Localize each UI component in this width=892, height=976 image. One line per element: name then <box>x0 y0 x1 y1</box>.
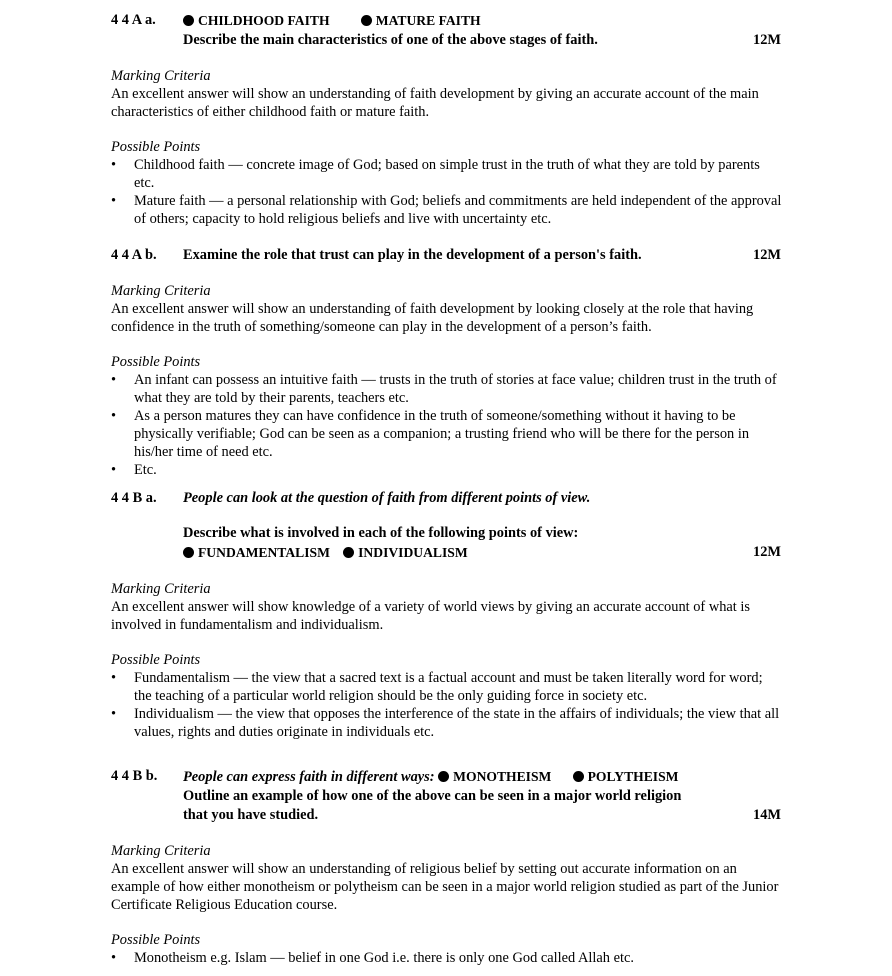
question-instruction: Examine the role that trust can play in the development of a person's faith. <box>183 247 642 263</box>
bullet-dot-icon <box>438 771 449 782</box>
question-number: 4 4 A a. <box>111 12 156 28</box>
marking-scheme-page <box>111 11 783 967</box>
marking-criteria-text: An excellent answer will show an understanding of religious belief by setting out accurate information on an example of how either monotheism or polytheism can be seen in a major world religion studied as part of the Junior Certificate Religious Education course. <box>111 861 779 913</box>
option-individualism: INDIVIDUALISM <box>358 545 468 560</box>
marking-criteria-block <box>111 282 783 336</box>
marking-criteria-block <box>111 842 783 914</box>
question-instruction: Outline an example of how one of the above can be seen in a major world religion <box>183 788 682 804</box>
possible-points-title: Possible Points <box>111 139 201 155</box>
question-instruction-cont: that you have studied. <box>183 807 319 823</box>
marking-criteria-text: An excellent answer will show knowledge of a variety of world views by giving an accurate account of what is involved in fundamentalism and individualism. <box>111 599 750 633</box>
list-item: • Monotheism e.g. Islam — belief in one God i.e. there is only one God called Allah etc. <box>111 949 783 967</box>
marking-criteria-title: Marking Criteria <box>111 283 211 299</box>
possible-points-block <box>111 138 783 228</box>
list-item: • Individualism — the view that opposes the interference of the state in the affairs of individuals; the view that all values, rights and duties originate in individuals etc. <box>111 705 783 741</box>
option-fundamentalism: FUNDAMENTALISM <box>198 545 330 560</box>
list-item: • An infant can possess an intuitive faith — trusts in the truth of stories at face value; children trust in the truth of what they are told by their parents, teachers etc. <box>111 371 783 407</box>
option-monotheism: MONOTHEISM <box>453 769 552 784</box>
marking-criteria-title: Marking Criteria <box>111 68 211 84</box>
possible-points-title: Possible Points <box>111 932 201 948</box>
marking-criteria-block <box>111 67 783 121</box>
list-item: • As a person matures they can have confidence in the truth of someone/something without it having to be physically verifiable; God can be seen as a companion; a trusting friend who will be there for the person in his/her time of need etc. <box>111 407 783 461</box>
question-44Bb-header <box>111 767 783 825</box>
bullet-dot-icon <box>361 15 372 26</box>
marking-criteria-title: Marking Criteria <box>111 581 211 597</box>
option-mature-faith: MATURE FAITH <box>375 13 481 28</box>
question-instruction: Describe what is involved in each of the following points of view: <box>183 525 579 541</box>
bullet-dot-icon <box>343 547 354 558</box>
list-item: • Childhood faith — concrete image of God; based on simple trust in the truth of what they are told by parents etc. <box>111 156 783 192</box>
marking-criteria-text: An excellent answer will show an understanding of faith development by giving an accurate account of the main characteristics of either childhood faith or mature faith. <box>111 86 759 120</box>
marking-criteria-block <box>111 580 783 634</box>
possible-points-block <box>111 931 783 967</box>
bullet-dot-icon <box>183 15 194 26</box>
question-number: 4 4 B a. <box>111 490 157 506</box>
list-item: • Etc. <box>111 461 783 479</box>
question-44Ab-header <box>111 246 783 265</box>
option-polytheism: POLYTHEISM <box>587 769 679 784</box>
possible-points-block <box>111 353 783 479</box>
marks-label: 12M <box>753 544 781 560</box>
bullet-dot-icon <box>183 547 194 558</box>
marking-criteria-text: An excellent answer will show an understanding of faith development by looking closely at the role that having confidence in the truth of something/someone can play in the development of a person’s faith. <box>111 301 754 335</box>
possible-points-block <box>111 651 783 741</box>
list-item: • Fundamentalism — the view that a sacred text is a factual account and must be taken literally word for word; the teaching of a particular world religion should be the only guiding force in society etc. <box>111 669 783 705</box>
marks-label: 14M <box>753 807 781 823</box>
question-number: 4 4 A b. <box>111 247 157 263</box>
marking-criteria-title: Marking Criteria <box>111 843 211 859</box>
marks-label: 12M <box>753 247 781 263</box>
option-childhood-faith: CHILDHOOD FAITH <box>198 13 330 28</box>
question-44Ba-header <box>111 489 783 563</box>
possible-points-title: Possible Points <box>111 652 201 668</box>
question-number: 4 4 B b. <box>111 768 158 784</box>
question-stem: People can look at the question of faith from different points of view. <box>183 490 591 506</box>
question-stem: People can express faith in different ways: <box>183 769 435 785</box>
possible-points-title: Possible Points <box>111 354 201 370</box>
question-instruction: Describe the main characteristics of one of the above stages of faith. <box>183 32 598 48</box>
marks-label: 12M <box>753 32 781 48</box>
question-44Aa-header <box>111 11 783 50</box>
list-item: • Mature faith — a personal relationship with God; beliefs and commitments are held independent of the approval of others; capacity to hold religious beliefs and live with uncertainty etc. <box>111 192 783 228</box>
bullet-dot-icon <box>573 771 584 782</box>
